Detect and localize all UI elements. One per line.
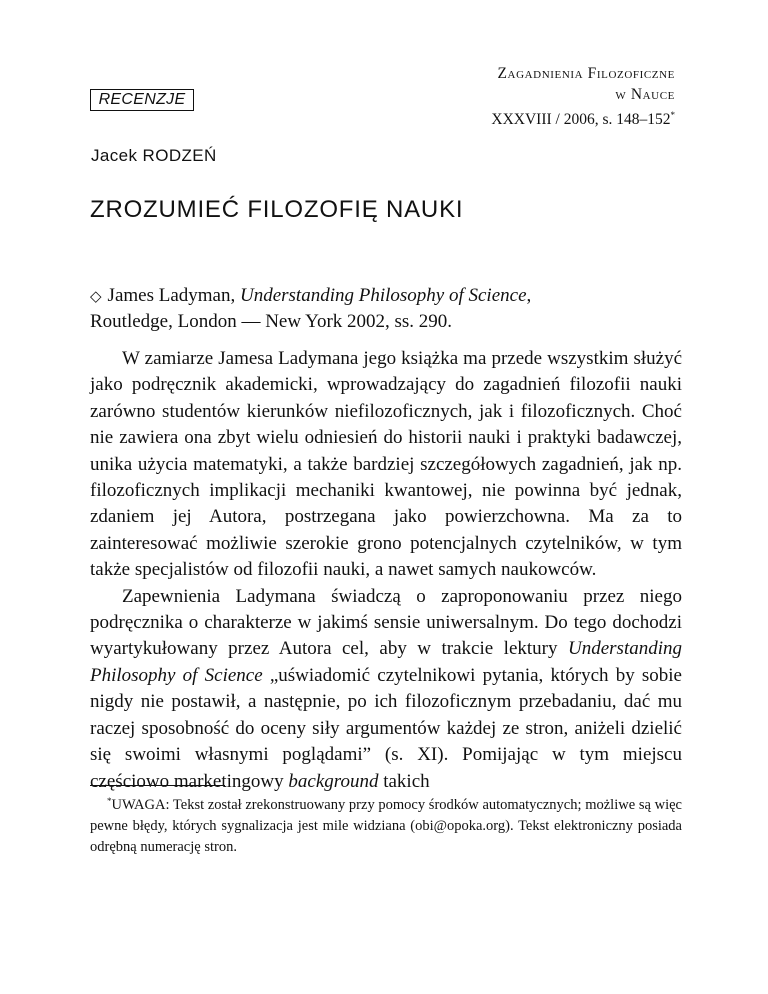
book-title: Understanding Philosophy of Science [239,285,527,306]
diamond-icon: ◇ [90,287,102,305]
article-title: ZROZUMIEĆ FILOZOFIĘ NAUKI [90,196,464,223]
p2-text-b: „uświadomić czytelnikowi pytania, których by sobie nigdy nie postawił, a następnie, po ich filozoficznym przebadaniu, dać mu raczej sposobność do oceny siły argumentów każdej ze stron, aniżeli dzielić się swoimi własnymi poglądami” (s. XI). Pomijając w tym miejscu częściowo marketingowy [90,664,682,792]
footnote [90,791,682,858]
footnote-mark-ref: * [107,796,112,806]
section-label: RECENZJE [98,91,186,108]
journal-name: Zagadnienia Filozoficzne [497,65,675,82]
journal-volume-pages: XXXVIII / 2006, s. 148–152 [491,111,671,128]
p2-text-a: Zapewnienia Ladymana świadczą o zaproponowaniu przez niego podręcznika o charakterze w jakimś sensie uniwersalnym. Do tego dochodzi wyartykułowany przez Autora cel, aby w trakcie lektury [90,585,682,660]
paragraph-1: W zamiarze Jamesa Ladymana jego książka ma przede wszystkim służyć jako podręcznik akademicki, wprowadzający do zagadnień filozofii nauki zarówno studentów kierunków niefilozoficznych, jak i filozoficznych. Choć nie zawiera ona zbyt wielu odniesień do historii nauki i praktyki badawczej, unika użycia matematyki, a także bardziej szczegółowych zagadnień, jak np. filozoficznych implikacji mechaniki kwantowej, nie powinna być jednak, zdaniem jej Autora, postrzegana jako powierzchowna. Ma za to zainteresować możliwie szerokie grono potencjalnych czytelników, w tym także specjalistów od filozofii nauki, a nawet samych naukowców. [90,348,682,581]
section-label-box [90,89,194,111]
journal-name-cont: w Nauce [615,86,675,103]
p2-text-c: takich [378,770,430,792]
footnote-text: UWAGA: Tekst został zrekonstruowany przy pomocy środków automatycznych; możliwe są więc pewne błędy, których sygnalizacja jest mile widziana (obi@opoka.org). Tekst elektroniczny posiada odrębną numerację stron. [90,797,682,855]
book-punct: , [526,285,532,306]
paragraph-2 [90,584,682,795]
book-publisher: Routledge, London — New York 2002, ss. 290. [90,311,453,332]
journal-issue [491,105,675,130]
footnote-rule [90,785,225,786]
p2-book-title: Understanding Philosophy of Science [90,638,682,686]
p2-emphasis: background [288,770,379,792]
book-reference [90,283,690,335]
footnote-mark: * [670,110,675,120]
book-author: James Ladyman, [107,285,236,306]
journal-header [491,63,675,130]
review-body [90,346,682,795]
article-author: Jacek RODZEŃ [91,146,217,165]
